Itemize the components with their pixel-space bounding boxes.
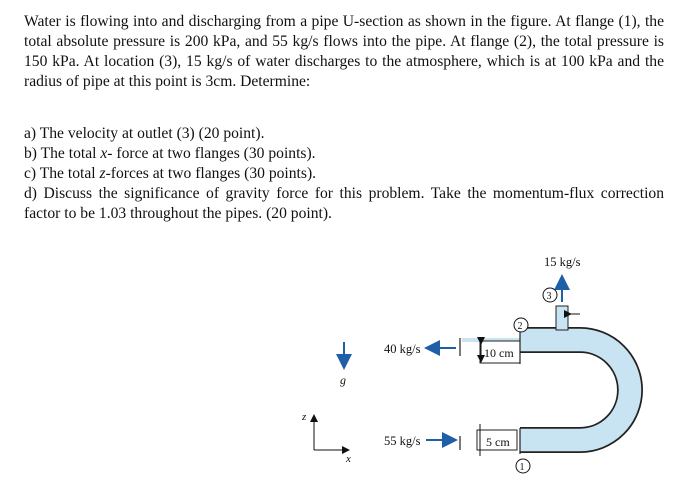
question-c-suffix: -forces at two flanges (30 points).: [105, 165, 317, 182]
flange-1: [460, 424, 520, 456]
svg-text:2: 2: [517, 321, 523, 332]
label-2: [514, 318, 528, 332]
flow-label-top: 15 kg/s: [544, 255, 581, 269]
question-b-suffix: - force at two flanges (30 points).: [107, 145, 316, 162]
diameter-lower: 5 cm: [486, 435, 510, 449]
question-c: [24, 164, 664, 184]
question-a: a) The velocity at outlet (3) (20 point).: [24, 125, 265, 142]
svg-text:1: 1: [519, 462, 525, 473]
pipe-fill: [520, 340, 630, 440]
question-c-var: z: [99, 165, 106, 182]
coordinate-axes: [301, 411, 351, 465]
u-pipe: [462, 306, 630, 440]
diameter-upper: 10 cm: [484, 346, 514, 360]
u-pipe-figure: [280, 244, 660, 488]
question-b-prefix: b) The total: [24, 145, 101, 162]
question-b: [24, 144, 664, 164]
axis-z-label: z: [302, 411, 307, 423]
label-3: [543, 288, 557, 302]
question-d: d) Discuss the significance of gravity force for this problem. Take the momentum-flux correction factor to be 1.03 throughout the pipes. (20 point).: [24, 185, 664, 222]
outlet-branch: [556, 306, 568, 330]
svg-text:3: 3: [546, 291, 552, 302]
axis-x-label: x: [346, 453, 351, 465]
question-c-prefix: c) The total: [24, 165, 100, 182]
gravity-label: g: [340, 373, 346, 387]
label-1: [516, 459, 530, 473]
question-b-var: x: [100, 145, 108, 162]
problem-intro: Water is flowing into and discharging from a pipe U-section as shown in the figure. At flange (1), the total absolute pressure is 200 kPa, and 55 kg/s flows into the pipe. At flange (2), the total pressure is 150 kPa. At location (3), 15 kg/s of water discharges to the atmosphere, which is at 100 kPa and the radius of pipe at this point is 3cm. Determine:: [24, 13, 664, 90]
flange-2: [460, 328, 520, 364]
flow-label-upper: 40 kg/s: [384, 342, 421, 356]
flow-label-lower: 55 kg/s: [384, 434, 421, 448]
